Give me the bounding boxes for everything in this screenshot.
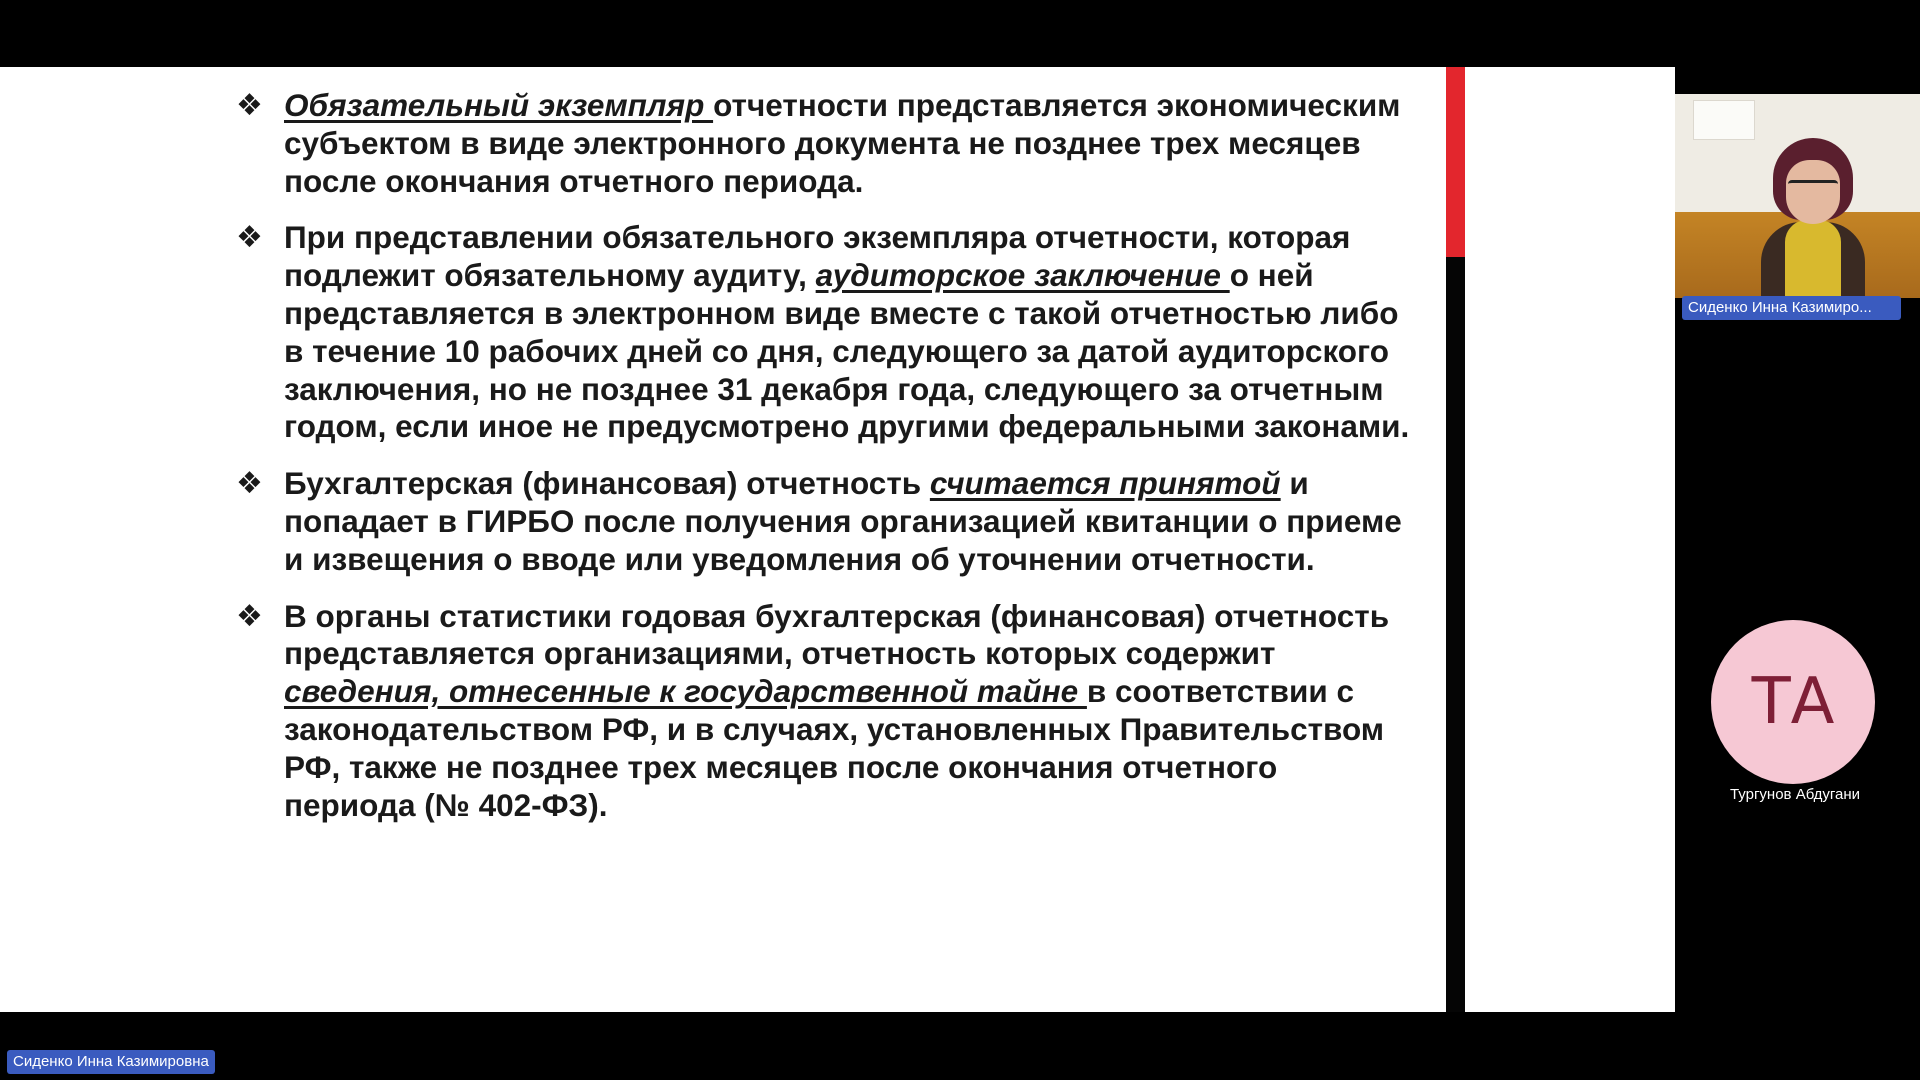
slide-bullet (236, 219, 1416, 446)
bullet-text: о ней представляется в электронном виде вместе с такой отчетностью либо в течение 10 рабочих дней со дня, следующего за датой аудиторского заключения, но не позднее 31 декабря года, следующего за отчетным годом, если иное не предусмотрено другими федеральными законами. (284, 257, 1410, 445)
speaker-name-tag: Сиденко Инна Казимиро... (1682, 296, 1901, 320)
bullet-text: При представлении обязательного экземпляра отчетности, которая подлежит обязательному аудиту, (284, 219, 1351, 294)
diamond-bullet-icon: ❖ (236, 89, 263, 122)
slide-accent-bar-red (1446, 67, 1465, 257)
participants-panel (1675, 67, 1920, 1012)
video-background-board (1693, 100, 1755, 140)
slide-bullet (236, 598, 1416, 825)
speaker-glasses (1788, 180, 1838, 195)
speaker-video-tile[interactable] (1675, 94, 1920, 298)
bullet-text: и попадает в ГИРБО после получения организацией квитанции о приеме и извещения о вводе или уведомления об уточнении отчетности. (284, 465, 1402, 577)
diamond-bullet-icon: ❖ (236, 467, 263, 501)
bullet-text: в соответствии с законодательством РФ, и в случаях, установленных Правительством РФ, также не позднее трех месяцев после окончания отчетного периода (№ 402-ФЗ). (284, 673, 1385, 823)
slide-bullet (236, 87, 1416, 200)
bullet-text: Бухгалтерская (финансовая) отчетность (284, 465, 930, 502)
presenter-name-tag: Сиденко Инна Казимировна (7, 1050, 215, 1074)
attendee-avatar[interactable]: ТА (1711, 620, 1875, 784)
bullet-emphasis: Обязательный экземпляр (284, 87, 714, 123)
bullet-emphasis: считается принятой (929, 465, 1281, 502)
bullet-emphasis: сведения, отнесенные к государственной тайне (284, 673, 1087, 710)
bullet-text: В органы статистики годовая бухгалтерская (финансовая) отчетность представляется организациями, отчетность которых содержит (284, 597, 1390, 672)
bullet-text: отчетности представляется экономическим субъектом в виде электронного документа не позднее трех месяцев после окончания отчетного периода. (284, 87, 1401, 199)
diamond-bullet-icon: ❖ (236, 221, 263, 255)
slide-bullet-list (236, 87, 1416, 843)
speaker-scarf (1785, 220, 1841, 298)
slide-accent-bar-black (1446, 257, 1465, 1012)
slide-bullet (236, 465, 1416, 578)
attendee-name: Тургунов Абдугани (1729, 786, 1861, 803)
bullet-emphasis: аудиторское заключение (815, 257, 1230, 294)
shared-presentation-slide (0, 67, 1675, 1012)
diamond-bullet-icon: ❖ (236, 599, 263, 633)
